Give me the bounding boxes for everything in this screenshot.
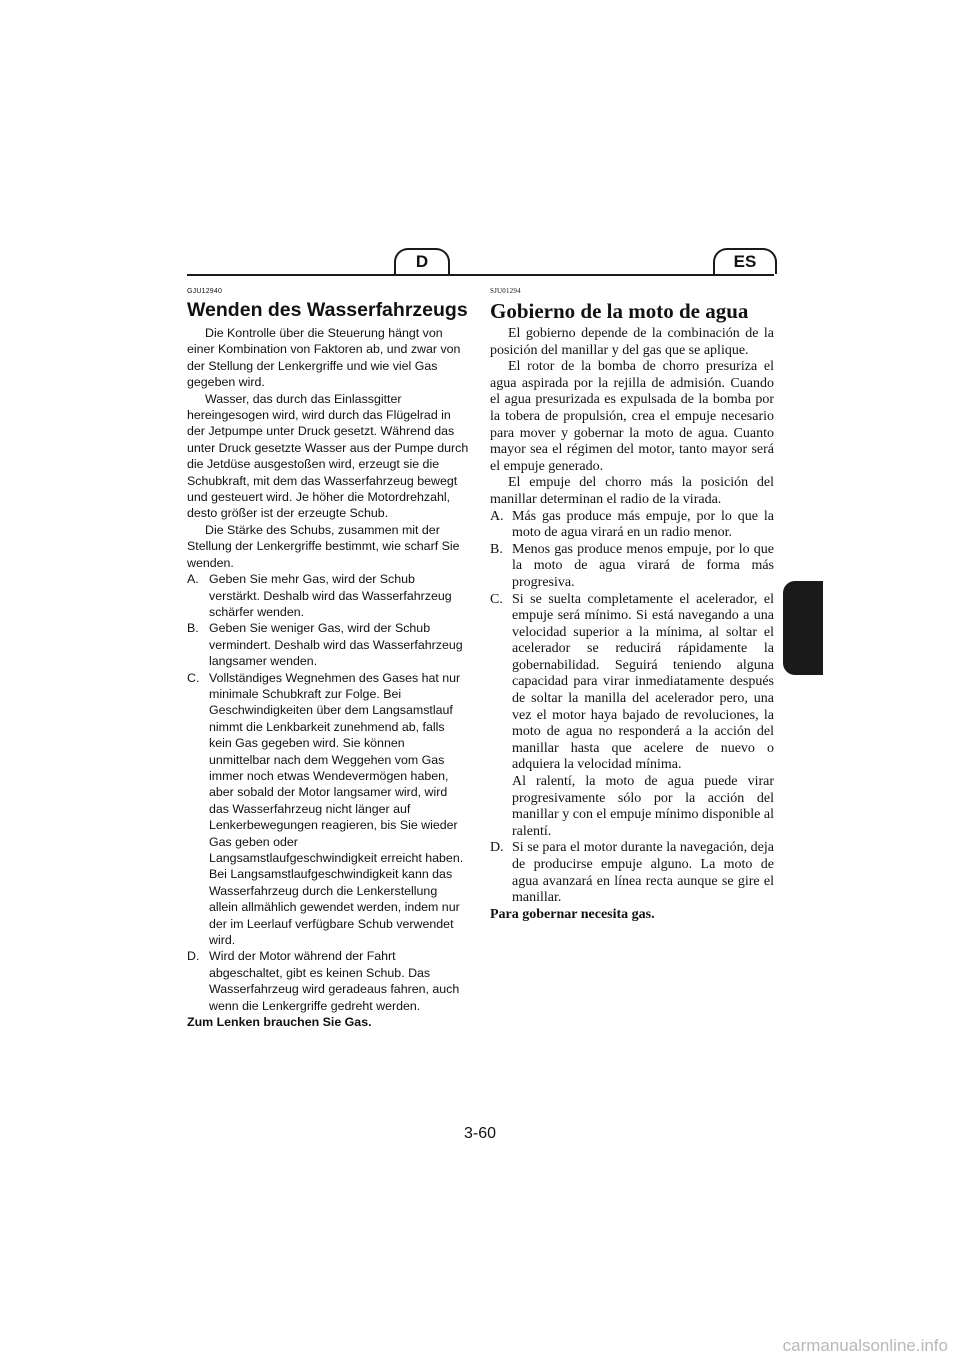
list-item (490, 509, 774, 542)
list-item (187, 948, 469, 1014)
list-text: Más gas produce más empuje, por lo que la moto de agua virará en un radio menor. (512, 508, 774, 541)
paragraph: El empuje del chorro más la posición del manillar determinan el radio de la virada. (490, 475, 774, 507)
section-title: Wenden des Wasserfahrzeugs (187, 299, 468, 321)
list-item (490, 592, 774, 775)
paragraph: Die Stärke des Schubs, zusammen mit der Stellung der Lenkergriffe bestimmt, wie scharf Sie wenden. (187, 522, 460, 570)
list-letter: B. (187, 621, 199, 636)
list-item (490, 840, 774, 906)
paragraph: El rotor de la bomba de chorro presuriza el agua aspirada por la rejilla de admisión. Cuando el agua presurizada es expulsada de la bomba por la tobera de propulsión, crea el empuje necesario para mover y gobernar la moto de agua. Cuanto mayor sea el régimen del motor, tanto mayor será el empuje generado. (490, 359, 774, 474)
closing-note: Zum Lenken brauchen Sie Gas. (187, 1015, 372, 1030)
list-item-continuation: Al ralentí, la moto de agua puede virar progresivamente sólo por la acción del manillar y con el empuje mínimo disponible al ralentí. (512, 774, 774, 839)
section-code: GJU12940 (187, 288, 223, 295)
list-item (187, 571, 469, 620)
list-text: Vollständiges Wegnehmen des Gases hat nur minimale Schubkraft zur Folge. Bei Geschwindigkeiten über dem Langsamstlauf nimmt die Lenkbarkeit zunehmend ab, falls kein Gas gegeben wird. Sie können unmittelbar nach dem Weggehen vom Gas immer noch etwas Wendevermögen haben, aber sobald der Motor langsamer wird, wird das Wasserfahrzeug nicht länger auf Lenkerbewegungen reagieren, bis Sie wieder Gas geben oder Langsamstlaufgeschwindigkeit erreicht haben. (209, 670, 464, 865)
list-letter: C. (490, 591, 503, 607)
list-letter: A. (187, 572, 199, 587)
spanish-column (490, 287, 774, 923)
list-letter: D. (187, 949, 200, 964)
list-letter: A. (490, 508, 504, 524)
german-column (187, 287, 469, 1030)
closing-note: Para gobernar necesita gas. (490, 906, 655, 922)
language-tab-spanish: ES (713, 248, 777, 274)
list-text: Wird der Motor während der Fahrt abgeschaltet, gibt es keinen Schub. Das Wasserfahrzeug wird geradeaus fahren, auch wenn die Lenkergriffe gedreht werden. (209, 949, 460, 1013)
list-text: Menos gas produce menos empuje, por lo que la moto de agua virará de forma más progresiva. (512, 541, 774, 590)
list-item (187, 620, 469, 669)
chapter-thumb-tab (783, 581, 823, 675)
list-letter: B. (490, 541, 503, 557)
paragraph: El gobierno depende de la combinación de la posición del manillar y del gas que se aplique. (490, 326, 774, 358)
list-text: Si se para el motor durante la navegación, deja de producirse empuje alguno. La moto de agua avanzará en línea recta aunque se gire el manillar. (512, 840, 774, 906)
watermark: carmanualsonline.info (782, 1336, 948, 1355)
paragraph: Die Kontrolle über die Steuerung hängt von einer Kombination von Faktoren ab, und zwar von der Stellung der Lenkergriffe und wie viel Gas gegeben wird. (187, 326, 461, 390)
list-letter: C. (187, 670, 200, 685)
section-code: SJU01294 (490, 287, 521, 295)
list-item (187, 670, 469, 867)
list-item (490, 542, 774, 592)
list-letter: D. (490, 840, 504, 856)
paragraph: Wasser, das durch das Einlassgitter hereingesogen wird, wird durch das Flügelrad in der Jetpumpe unter Druck gesetzt. Während das unter Druck gesetzte Wasser aus der Pumpe durch die Jetdüse ausgestoßen wird, erzeugt sie die Schubkraft, mit dem das Wasserfahrzeug bewegt und gesteuert wird. Je höher die Motordrehzahl, desto größer ist der erzeugte Schub. (187, 391, 469, 521)
page-number: 3-60 (463, 1125, 497, 1142)
list-item-continuation: Bei Langsamstlaufgeschwindigkeit kann das Wasserfahrzeug durch die Lenkerstellung allein allmählich gewendet werden, indem nur der im Leerlauf verfügbare Schub verwendet wird. (209, 867, 460, 948)
section-title: Gobierno de la moto de agua (490, 299, 749, 323)
header-rule (187, 274, 774, 276)
list-text: Si se suelta completamente el acelerador, el empuje será mínimo. Si está navegando a una velocidad superior a la mínima, al soltar el acelerador se reducirá rápidamente la gobernabilidad. Seguirá teniendo alguna capacidad para virar inmediatamente después de soltar la manilla del acelerador pero, una vez el motor haya bajado de revoluciones, la moto de agua no responderá a la acción del manillar hasta que acelere de nuevo o adquiera la velocidad mínima. (512, 591, 774, 773)
list-text: Geben Sie weniger Gas, wird der Schub vermindert. Deshalb wird das Wasserfahrzeug langsamer wenden. (209, 621, 463, 669)
list-text: Geben Sie mehr Gas, wird der Schub verstärkt. Deshalb wird das Wasserfahrzeug schärfer wenden. (209, 572, 452, 619)
language-tab-german: D (394, 248, 450, 274)
